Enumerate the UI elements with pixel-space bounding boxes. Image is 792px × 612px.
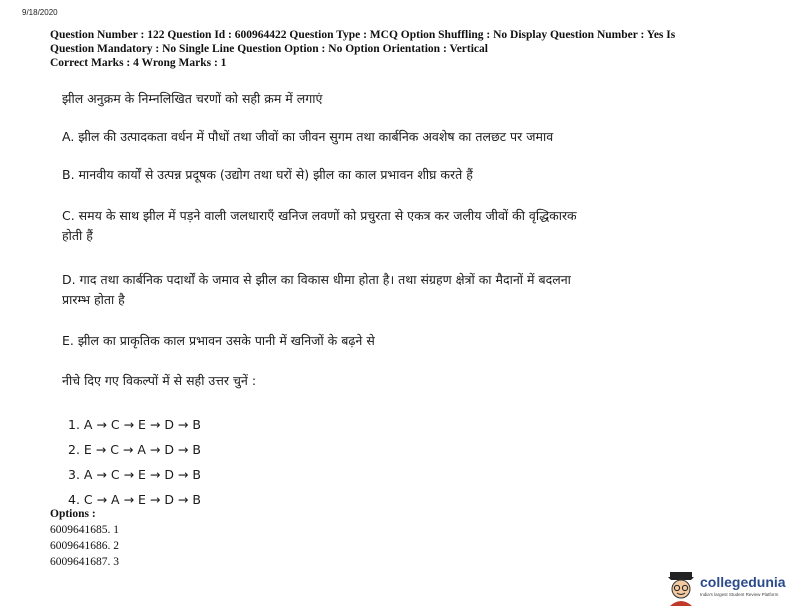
metadata-line-2: Question Mandatory : No Single Line Question Option : No Option Orientation : Vertical [50, 43, 488, 55]
mascot-icon [664, 570, 698, 606]
choice-1: 1. A → C → E → D → B [68, 417, 201, 432]
choice-2: 2. E → C → A → D → B [68, 442, 201, 457]
options-list [50, 506, 119, 570]
answer-choices [68, 412, 201, 512]
choice-4: 4. C → A → E → D → B [68, 492, 201, 507]
choice-3: 3. A → C → E → D → B [68, 467, 201, 482]
option-item-1: 6009641685. 1 [50, 524, 119, 536]
statement-e: E. झील का प्राकृतिक काल प्रभावन उसके पानी में खनिजों के बढ़ने से [62, 333, 375, 348]
statement-d: D. गाद तथा कार्बनिक पदार्थों के जमाव से झील का विकास धीमा होता है। तथा संग्रहण क्षेत्रों का मैदानों में बदलना प्रारम्भ होता है [62, 272, 571, 307]
options-header: Options : [50, 508, 96, 520]
marks-line: Correct Marks : 4 Wrong Marks : 1 [50, 57, 227, 69]
metadata-line-1: Question Number : 122 Question Id : 600964422 Question Type : MCQ Option Shuffling : No Display Question Number : Yes Is [50, 29, 676, 41]
option-item-3: 6009641687. 3 [50, 556, 119, 568]
statement-a: A. झील की उत्पादकता वर्धन में पौधों तथा जीवों का जीवन सुगम तथा कार्बनिक अवशेष का तलछट पर जमाव [62, 129, 554, 144]
question-prompt: झील अनुक्रम के निम्नलिखित चरणों को सही क्रम में लगाएं [62, 91, 323, 106]
print-date: 9/18/2020 [22, 8, 58, 17]
collegedunia-logo [664, 568, 784, 608]
question-metadata [50, 28, 750, 70]
statement-b: B. मानवीय कार्यों से उत्पन्न प्रदूषक (उद्योग तथा घरों से) झील का काल प्रभावन शीघ्र करते हैं [62, 167, 473, 182]
logo-wordmark: collegedunia [700, 574, 786, 590]
option-item-2: 6009641686. 2 [50, 540, 119, 552]
answer-instruction: नीचे दिए गए विकल्पों में से सही उत्तर चुनें : [62, 373, 257, 388]
logo-tagline: India's largest Student Review Platform [700, 592, 779, 597]
statement-c: C. समय के साथ झील में पड़ने वाली जलधाराएँ खनिज लवणों को प्रचुरता से एकत्र कर जलीय जीवों की वृद्धिकारक होती हैं [62, 208, 577, 243]
